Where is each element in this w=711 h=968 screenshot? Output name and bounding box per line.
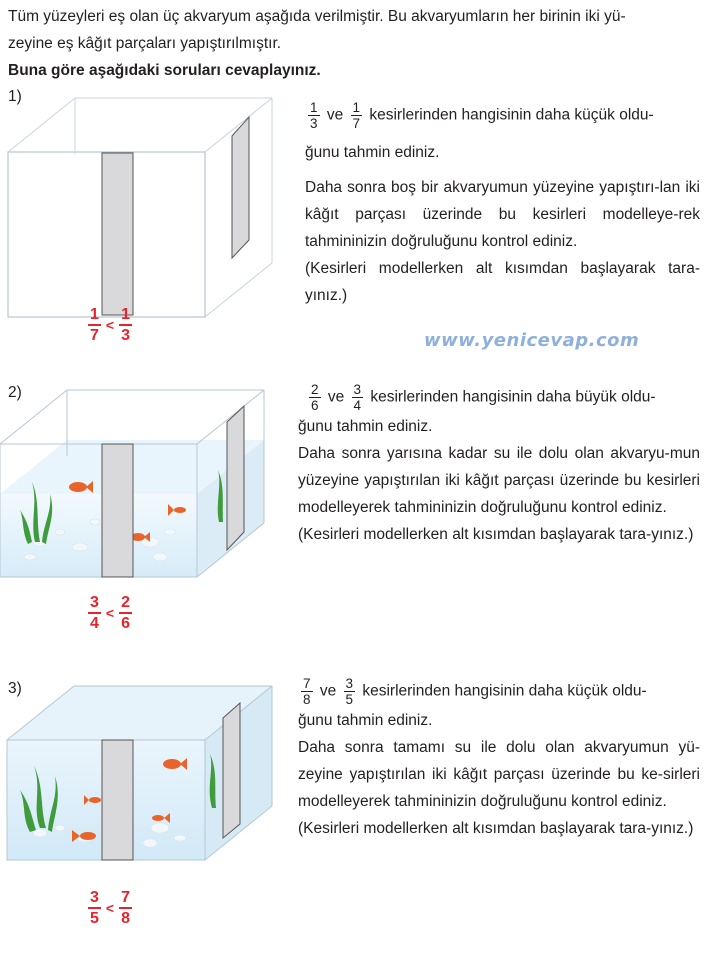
connector-1: ve <box>326 106 344 124</box>
answer-3-left-den: 5 <box>90 910 99 927</box>
answer-2-left-den: 4 <box>90 615 99 632</box>
fraction-1-3-num: 1 <box>310 100 318 115</box>
question-2-body: Daha sonra yarısına kadar su ile dolu olan akvaryu-mun yüzeyine yapıştırılan iki kâğıt parçası üzerinde bu kesirleri modelleyerek tahmininizin doğruluğunu kontrol ediniz. <box>298 445 700 516</box>
question-2-number: 2) <box>8 384 22 401</box>
answer-2-right-num: 2 <box>119 593 132 614</box>
fraction-2-6-den: 6 <box>311 398 319 413</box>
question-3-line-2: ğunu tahmin ediniz. <box>298 712 433 729</box>
question-1-rest: kesirlerinden hangisinin daha küçük oldu- <box>369 106 654 124</box>
watermark-url: www.yenicevap.com <box>424 330 640 351</box>
paper-side-1 <box>232 117 249 258</box>
fraction-3-4-den: 4 <box>353 398 362 413</box>
answer-2-right-den: 6 <box>121 615 130 632</box>
paper-side-2 <box>227 406 244 550</box>
question-2-line-1 <box>298 382 700 413</box>
answer-1-sign: < <box>105 317 115 333</box>
answer-2-sign: < <box>105 605 115 621</box>
fraction-1-7-num: 1 <box>352 100 361 115</box>
answer-1-right-num: 1 <box>119 305 132 326</box>
question-2-text <box>298 382 700 548</box>
question-3-note: (Kesirleri modellerken alt kısımdan başlayarak tara-yınız.) <box>298 820 694 837</box>
connector-2: ve <box>327 388 345 406</box>
fraction-1-3-den: 3 <box>310 116 318 131</box>
intro-line-2: zeyine eş kâğıt parçaları yapıştırılmıştır. <box>8 35 282 52</box>
aquarium-1 <box>0 90 290 330</box>
aquarium-3 <box>0 678 290 898</box>
fraction-7-8-den: 8 <box>303 692 311 707</box>
question-3-body: Daha sonra tamamı su ile dolu olan akvaryumun yü-zeyine yapıştırılan iki kâğıt parçası üzerinde bu ke-sirleri modelleyerek tahmininizin doğruluğunu kontrol ediniz. <box>298 739 700 810</box>
paper-front-3 <box>102 740 133 860</box>
instruction: Buna göre aşağıdaki soruları cevaplayınız. <box>8 62 321 79</box>
question-1-line-2: ğunu tahmin ediniz. <box>305 144 440 161</box>
question-1-text <box>305 100 700 309</box>
question-1-note: (Kesirleri modellerken alt kısımdan başlayarak tara-yınız.) <box>305 260 700 304</box>
question-3-rest: kesirlerinden hangisinin daha küçük oldu- <box>362 682 647 700</box>
answer-2 <box>88 593 132 633</box>
answer-3-left-num: 3 <box>88 888 101 909</box>
paper-front-2 <box>102 444 133 577</box>
connector-3: ve <box>319 682 337 700</box>
fraction-7-8-num: 7 <box>303 676 311 691</box>
question-1-number: 1) <box>8 88 22 105</box>
question-2-rest: kesirlerinden hangisinin daha büyük oldu- <box>370 388 656 406</box>
fraction-7-8 <box>301 676 313 707</box>
answer-1-left-num: 1 <box>88 305 101 326</box>
answer-3-sign: < <box>105 900 115 916</box>
paper-side-3 <box>223 703 240 838</box>
fraction-3-5-num: 3 <box>345 676 354 691</box>
fraction-3-5-den: 5 <box>345 692 354 707</box>
fraction-3-5 <box>344 676 356 707</box>
answer-1 <box>88 305 132 345</box>
answer-3-right-den: 8 <box>121 910 130 927</box>
question-2-line-2: ğunu tahmin ediniz. <box>298 418 433 435</box>
answer-3-right-num: 7 <box>119 888 132 909</box>
answer-1-left-den: 7 <box>90 327 99 344</box>
answer-2-left-num: 3 <box>88 593 101 614</box>
question-2-note: (Kesirleri modellerken alt kısımdan başlayarak tara-yınız.) <box>298 526 694 543</box>
fraction-3-4-num: 3 <box>353 382 362 397</box>
answer-1-right-den: 3 <box>121 327 130 344</box>
fraction-1-7-den: 7 <box>352 116 361 131</box>
paper-front-1 <box>102 153 133 315</box>
fraction-1-7 <box>351 100 363 131</box>
question-1-body: Daha sonra boş bir akvaryumun yüzeyine yapıştırı-lan iki kâğıt parçası üzerinde bu kesirleri modelleye-rek tahmininizin doğruluğunu kontrol ediniz. <box>305 179 700 250</box>
fraction-3-4 <box>352 382 364 413</box>
fraction-2-6 <box>309 382 321 413</box>
fraction-2-6-num: 2 <box>311 382 319 397</box>
question-3-number: 3) <box>8 680 22 697</box>
fraction-1-3 <box>308 100 320 131</box>
question-3-line-1 <box>298 676 700 707</box>
question-1-line-1 <box>305 100 700 131</box>
intro-line-1: Tüm yüzeyleri eş olan üç akvaryum aşağıda verilmiştir. Bu akvaryumların her birinin iki yü- <box>8 8 626 25</box>
question-3-text <box>298 676 700 842</box>
aquarium-2 <box>0 382 290 602</box>
answer-3 <box>88 888 132 928</box>
